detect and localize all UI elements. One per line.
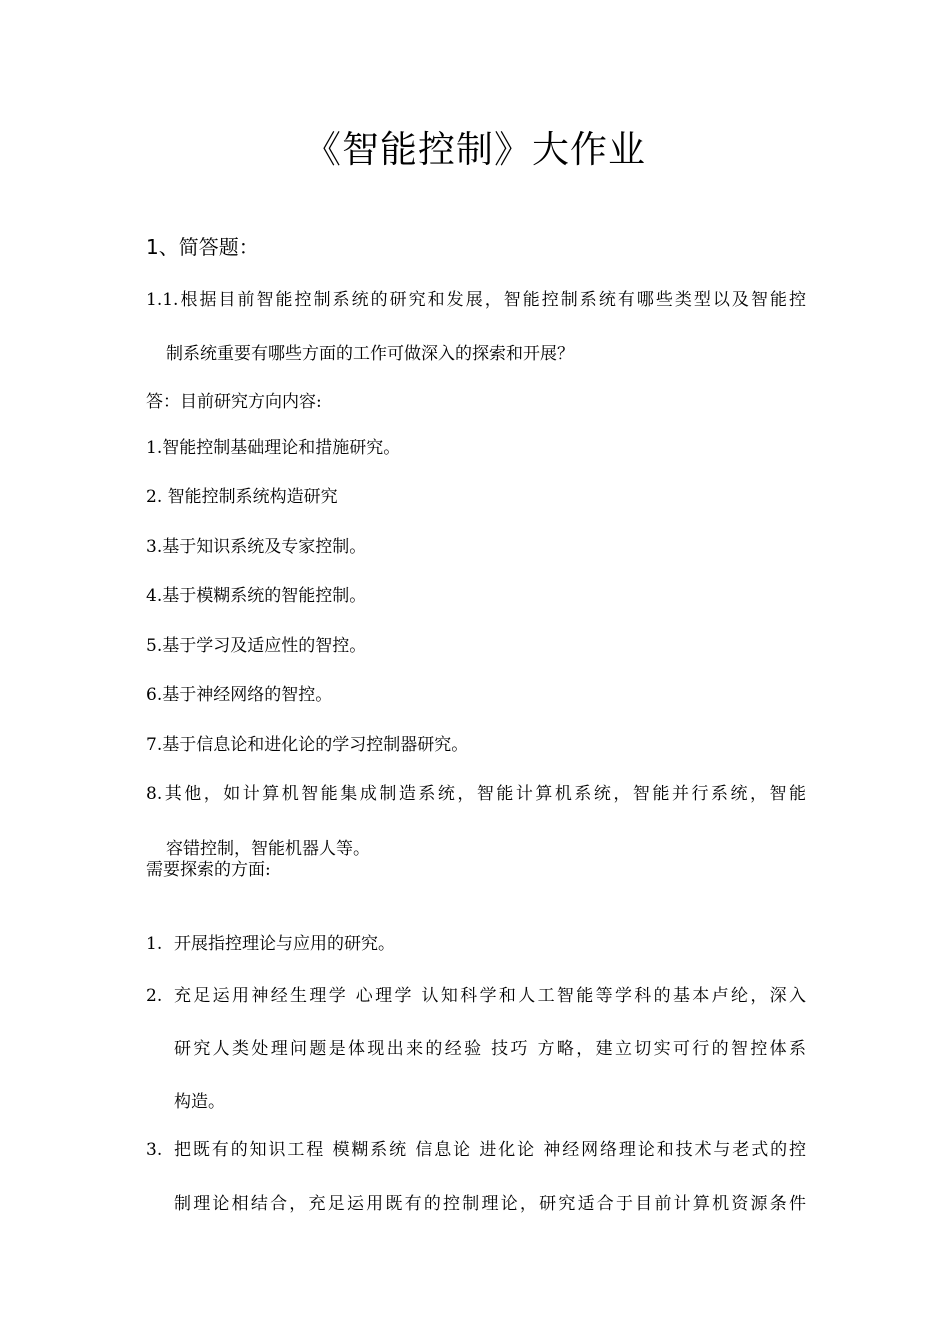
direction-item: 6.基于神经网络的智控。	[146, 685, 333, 705]
direction-item: 7.基于信息论和进化论的学习控制器研究。	[146, 735, 469, 755]
explore-item-2-number: 2.	[146, 986, 163, 1006]
direction-item: 2. 智能控制系统构造研究	[146, 487, 338, 507]
document-title: 《智能控制》大作业	[304, 128, 646, 171]
direction-item-8-line-1: 8.其他，如计算机智能集成制造系统，智能计算机系统，智能并行系统，智能	[146, 784, 806, 804]
explore-item-3-line-1: 把既有的知识工程 模糊系统 信息论 进化论 神经网络理论和技术与老式的控	[174, 1140, 806, 1160]
explore-item-1-number: 1.	[146, 934, 163, 954]
explore-item-1-line-1: 开展指控理论与应用的研究。	[174, 934, 395, 954]
explore-item-3-number: 3.	[146, 1140, 163, 1160]
direction-item: 5.基于学习及适应性的智控。	[146, 636, 367, 656]
direction-item: 3.基于知识系统及专家控制。	[146, 537, 367, 557]
explore-item-2-line-2: 研究人类处理问题是体现出来的经验 技巧 方略，建立切实可行的智控体系	[174, 1039, 806, 1059]
answer-intro: 答：目前研究方向内容:	[146, 392, 322, 412]
section-heading: 1、简答题：	[146, 235, 259, 259]
explore-heading: 需要探索的方面:	[146, 860, 271, 880]
question-line-2: 制系统重要有哪些方面的工作可做深入的探索和开展？	[166, 344, 574, 364]
direction-item: 1.智能控制基础理论和措施研究。	[146, 438, 401, 458]
explore-item-2-line-3: 构造。	[174, 1092, 225, 1112]
direction-item: 4.基于模糊系统的智能控制。	[146, 586, 367, 606]
question-line-1: 1.1.根据目前智能控制系统的研究和发展，智能控制系统有哪些类型以及智能控	[146, 290, 806, 310]
explore-item-3-line-2: 制理论相结合，充足运用既有的控制理论，研究适合于目前计算机资源条件	[174, 1194, 806, 1214]
direction-item-8-line-2: 容错控制，智能机器人等。	[166, 839, 370, 859]
explore-item-2-line-1: 充足运用神经生理学 心理学 认知科学和人工智能等学科的基本卢纶，深入	[174, 986, 806, 1006]
